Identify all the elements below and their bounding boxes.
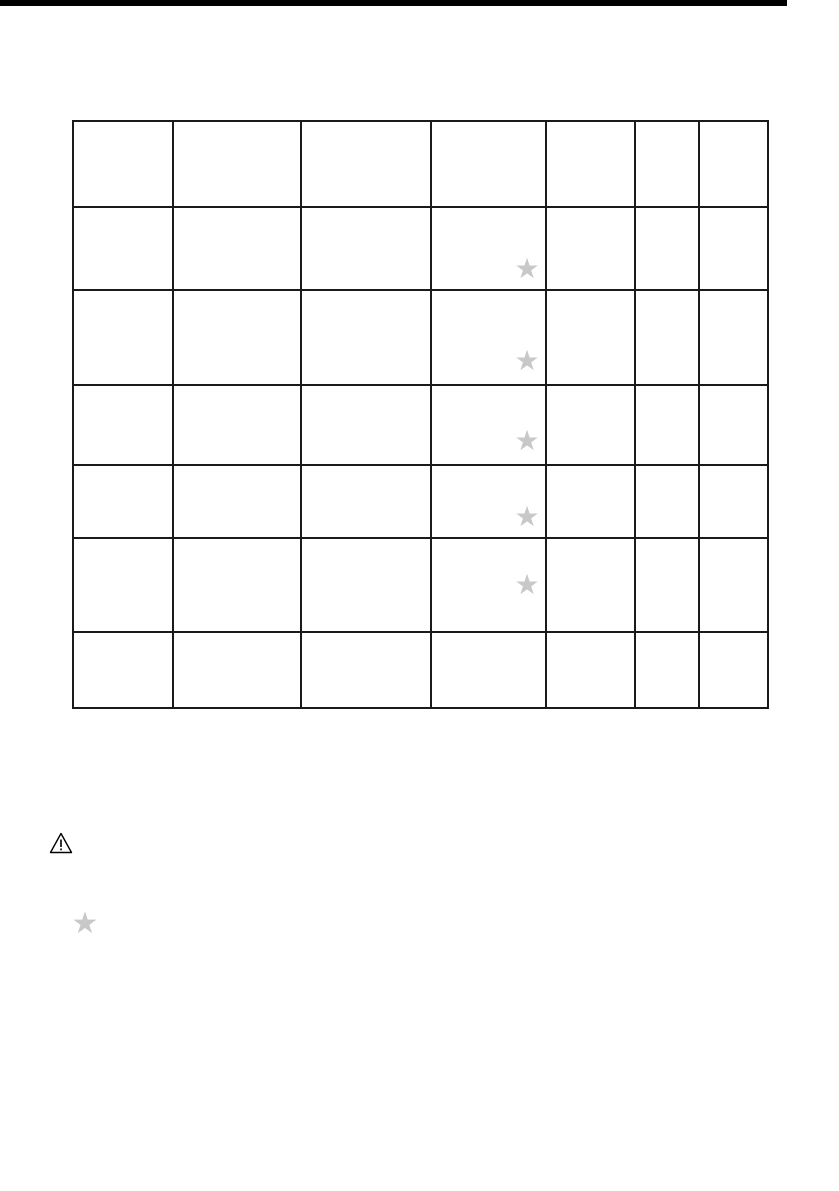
star-icon: ★ bbox=[514, 424, 540, 457]
table-grid bbox=[72, 120, 769, 709]
column-divider bbox=[545, 122, 547, 707]
column-divider bbox=[698, 122, 700, 707]
row-divider bbox=[74, 206, 767, 208]
top-rule bbox=[0, 0, 787, 6]
star-icon: ★ bbox=[71, 906, 99, 941]
column-divider bbox=[300, 122, 302, 707]
row-divider bbox=[74, 384, 767, 386]
star-icon: ★ bbox=[514, 344, 540, 377]
row-divider bbox=[74, 631, 767, 633]
star-icon: ★ bbox=[514, 252, 540, 285]
column-divider bbox=[172, 122, 174, 707]
row-divider bbox=[74, 537, 767, 539]
row-divider bbox=[74, 289, 767, 291]
row-divider bbox=[74, 464, 767, 466]
star-icon: ★ bbox=[514, 568, 540, 601]
star-icon: ★ bbox=[514, 500, 540, 533]
warning-triangle-icon bbox=[49, 832, 73, 854]
column-divider bbox=[634, 122, 636, 707]
column-divider bbox=[430, 122, 432, 707]
